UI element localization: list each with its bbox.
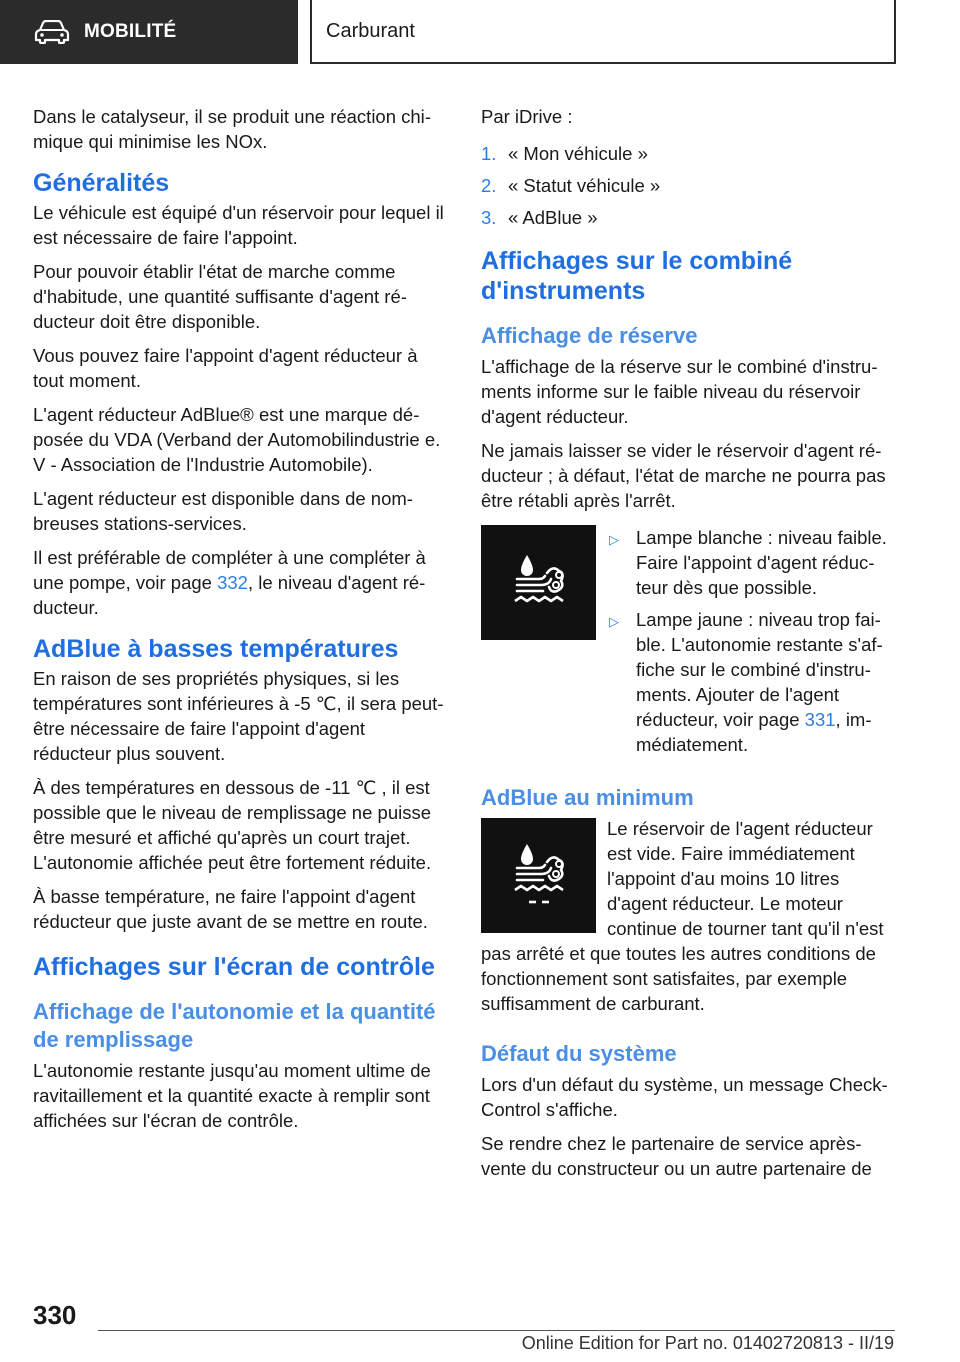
heading-low-temperatures: AdBlue à basses températures: [33, 635, 399, 663]
idrive-intro: Par iDrive :: [481, 106, 573, 127]
adblue-warning-lamp-icon: [481, 525, 596, 640]
intro-paragraph: Dans le catalyseur, il se produit une réaction chimique qui minimise les NOx.: [33, 106, 431, 152]
heading-control-screen: Affichages sur l'écran de contrôle: [33, 953, 435, 981]
triangle-bullet-icon: ▷: [609, 614, 619, 629]
list-item: ▷ Lampe jaune : niveau trop faible. L'autonomie restante s'affiche sur le combiné d'instruments. Ajouter de l'agent réducteur, voir page 331, immédiatement.: [609, 609, 883, 755]
page-number: 330: [33, 1300, 77, 1330]
reserve-lamp-block: [481, 525, 897, 764]
fault-paragraph-1: Lors d'un défaut du système, un message Check-Control s'affiche.: [481, 1074, 888, 1120]
heading-reserve: Affichage de réserve: [481, 323, 698, 348]
minimum-block: [481, 816, 897, 1016]
reserve-paragraph-2: Ne jamais laisser se vider le réservoir d'agent réducteur ; à défaut, l'état de marche ne pourra pas être rétabli après l'arrêt.: [481, 440, 886, 511]
page-link-331[interactable]: 331: [804, 709, 836, 730]
left-column: [33, 104, 445, 1142]
chapter-title: Carburant: [310, 0, 896, 64]
lowtemp-paragraph-2: À des températures en dessous de -11 ℃ , il est possible que le niveau de remplissage ne puisse être mesuré et affiché qu'après un court trajet. L'autonomie affichée peut être fortement réduite.: [33, 777, 432, 873]
general-paragraph-4: L'agent réducteur AdBlue® est une marque déposée du VDA (Verband der Automobilindustrie e. V - Association de l'Industrie Automobile).: [33, 404, 441, 475]
lamp-states-list: [609, 525, 897, 764]
heading-minimum: AdBlue au minimum: [481, 785, 694, 810]
right-column: [481, 104, 897, 1190]
lowtemp-paragraph-3: À basse température, ne faire l'appoint d'agent réducteur que juste avant de se mettre en route.: [33, 886, 428, 932]
heading-system-fault: Défaut du système: [481, 1041, 677, 1066]
idrive-steps: [481, 141, 897, 230]
list-item: 2. « Statut véhicule »: [481, 175, 661, 196]
car-icon: [34, 20, 70, 44]
reserve-paragraph-1: L'affichage de la réserve sur le combiné d'instruments informe sur le faible niveau du réservoir d'agent réducteur.: [481, 356, 878, 427]
section-tab: [0, 0, 298, 64]
minimum-paragraph: Le réservoir de l'agent réducteur est vide. Faire immédiatement l'appoint d'au moins 10 litres d'agent réducteur. Le moteur continue de tourner tant qu'il n'est pas arrêté et que toutes les autres conditions de fonctionnement sont satisfaites, par exemple suffisamment de carburant.: [481, 818, 884, 1014]
fault-paragraph-2: Se rendre chez le partenaire de service après-vente du constructeur ou un autre partenaire de: [481, 1133, 872, 1179]
general-paragraph-5: L'agent réducteur est disponible dans de nombreuses stations-services.: [33, 488, 413, 534]
general-paragraph-3: Vous pouvez faire l'appoint d'agent réducteur à tout moment.: [33, 345, 418, 391]
heading-autonomy: Affichage de l'autonomie et la quantité de remplissage: [33, 999, 436, 1052]
section-title: MOBILITÉ: [84, 21, 177, 42]
adblue-empty-lamp-icon: [481, 818, 596, 933]
general-paragraph-6: Il est préférable de compléter à une compléter à une pompe, voir page 332, le niveau d'agent réducteur.: [33, 547, 426, 618]
heading-instrument-cluster: Affichages sur le combiné d'instruments: [481, 247, 793, 305]
list-item: 1. « Mon véhicule »: [481, 143, 648, 164]
page-link-332[interactable]: 332: [217, 572, 248, 593]
list-item: 3. « AdBlue »: [481, 207, 598, 228]
page-header: [0, 0, 960, 66]
footer-divider: [98, 1330, 895, 1331]
heading-general: Généralités: [33, 169, 170, 197]
list-item: ▷ Lampe blanche : niveau faible. Faire l'appoint d'agent réducteur dès que possible.: [609, 527, 887, 598]
lowtemp-paragraph-1: En raison de ses propriétés physiques, si les températures sont inférieures à -5 ℃, il sera peut-être nécessaire de faire l'appoint d'agent réducteur plus souvent.: [33, 668, 444, 764]
general-paragraph-2: Pour pouvoir établir l'état de marche comme d'habitude, une quantité suffisante d'agent réducteur doit être disponible.: [33, 261, 407, 332]
general-paragraph-1: Le véhicule est équipé d'un réservoir pour lequel il est nécessaire de faire l'appoint.: [33, 202, 444, 248]
edition-label: Online Edition for Part no. 01402720813 - II/19: [521, 1333, 894, 1353]
triangle-bullet-icon: ▷: [609, 532, 619, 547]
autonomy-paragraph: L'autonomie restante jusqu'au moment ultime de ravitaillement et la quantité exacte à remplir sont affichées sur l'écran de contrôle.: [33, 1060, 431, 1131]
